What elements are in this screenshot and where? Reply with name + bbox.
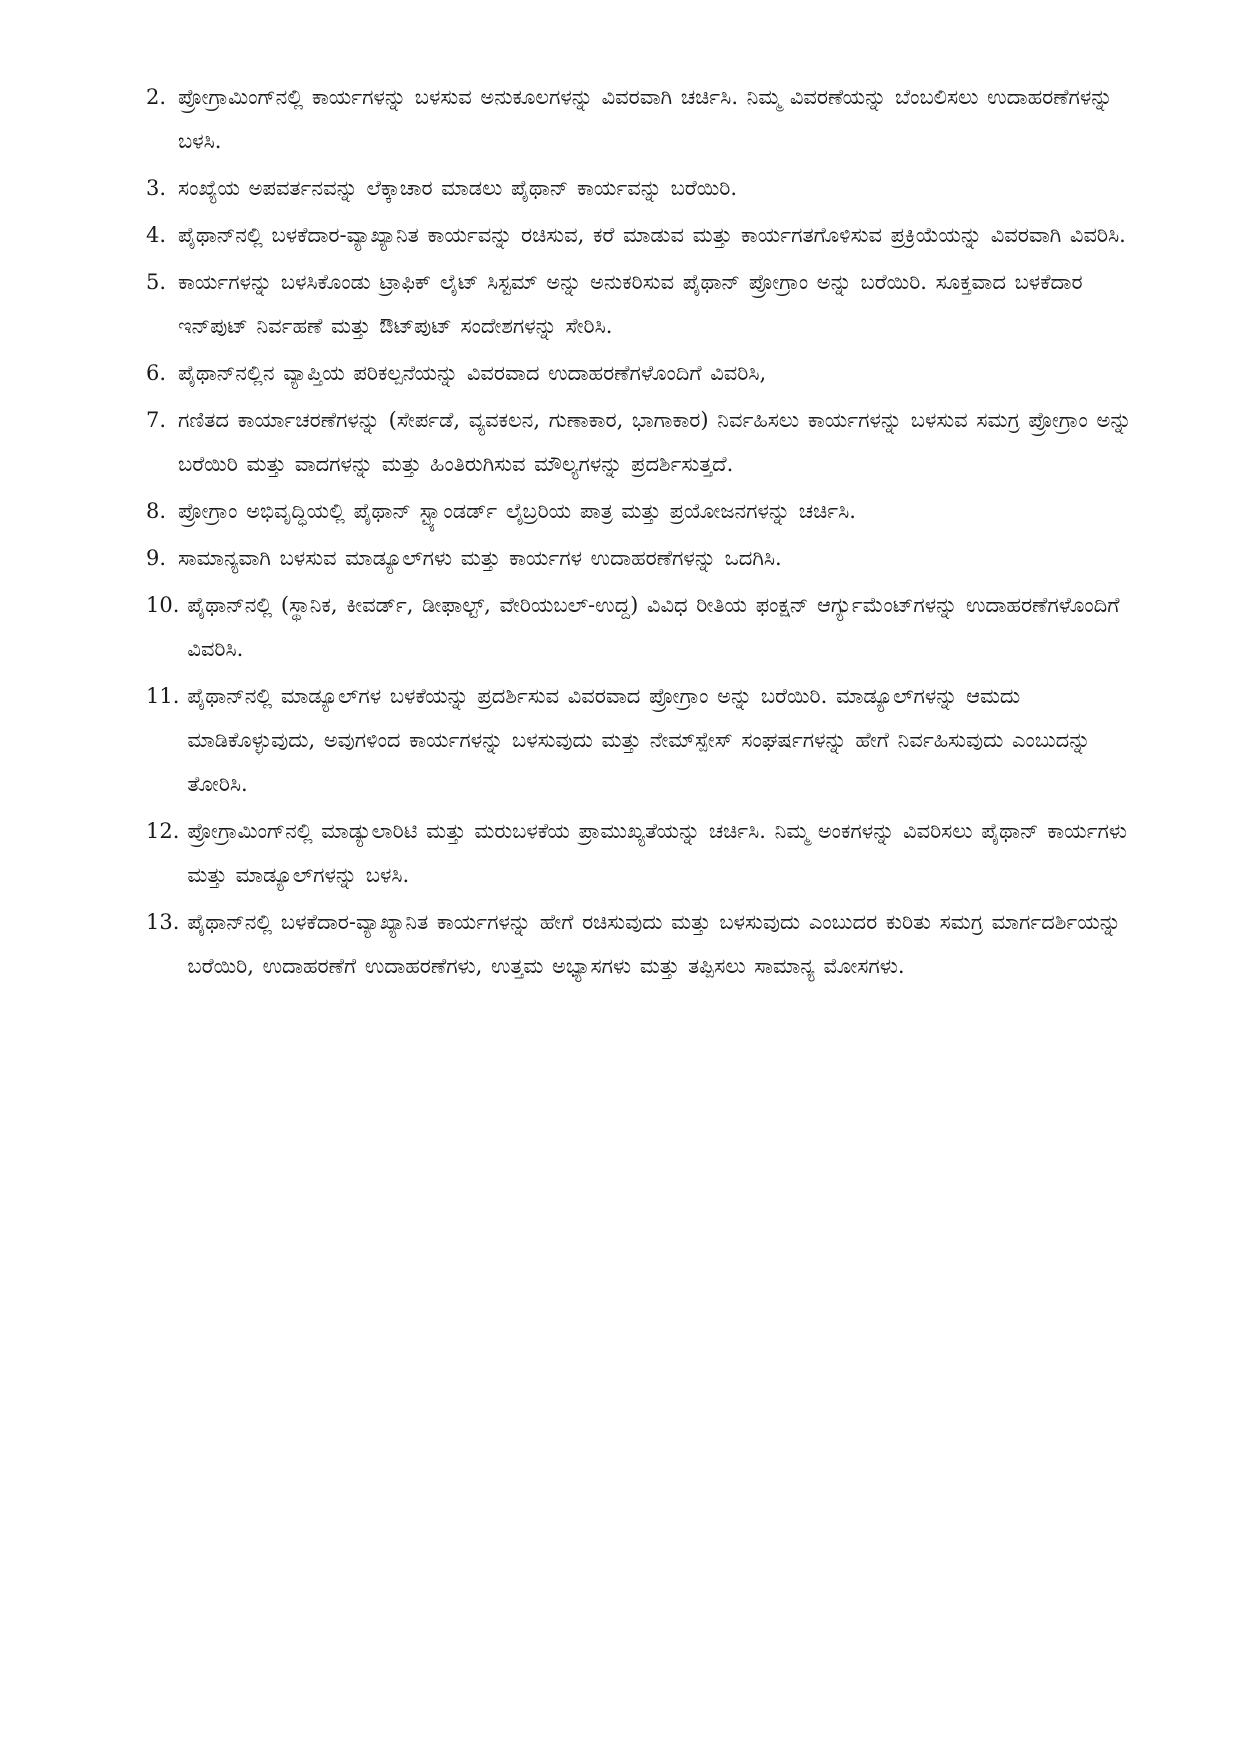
question-text: ಪ್ರೋಗ್ರಾಮಿಂಗ್‌ನಲ್ಲಿ ಕಾರ್ಯಗಳನ್ನು ಬಳಸುವ ಅನುಕೂಲಗಳನ್ನು ವಿವರವಾಗಿ ಚರ್ಚಿಸಿ. ನಿಮ್ಮ ವಿವರಣೆಯನ್ನು ಬೆಂಬಲಿಸಲು ಉದಾಹರಣೆಗಳನ್ನು ಬಳಸಿ.: [178, 85, 1113, 153]
question-number: 10.: [146, 593, 180, 617]
question-item: [146, 583, 1156, 671]
question-text: ಸಂಖ್ಯೆಯ ಅಪವರ್ತನವನ್ನು ಲೆಕ್ಕಾಚಾರ ಮಾಡಲು ಪೈಥಾನ್ ಕಾರ್ಯವನ್ನು ಬರೆಯಿರಿ.: [178, 176, 738, 200]
question-number: 3.: [146, 176, 167, 200]
question-item: [146, 213, 1156, 257]
question-item: [146, 75, 1156, 163]
question-text: ಕಾರ್ಯಗಳನ್ನು ಬಳಸಿಕೊಂಡು ಟ್ರಾಫಿಕ್ ಲೈಟ್ ಸಿಸ್ಟಮ್ ಅನ್ನು ಅನುಕರಿಸುವ ಪೈಥಾನ್ ಪ್ರೋಗ್ರಾಂ ಅನ್ನು ಬರೆಯಿರಿ. ಸೂಕ್ತವಾದ ಬಳಕೆದಾರ ಇನ್‌ಪುಟ್ ನಿರ್ವಹಣೆ ಮತ್ತು ಔಟ್‌ಪುಟ್ ಸಂದೇಶಗಳನ್ನು ಸೇರಿಸಿ.: [178, 270, 1083, 338]
question-item: [146, 489, 1156, 533]
question-item: [146, 260, 1156, 348]
question-item: [146, 674, 1156, 806]
question-item: [146, 809, 1156, 897]
question-text: ಪೈಥಾನ್‌ನಲ್ಲಿನ ವ್ಯಾಪ್ತಿಯ ಪರಿಕಲ್ಪನೆಯನ್ನು ವಿವರವಾದ ಉದಾಹರಣೆಗಳೊಂದಿಗೆ ವಿವರಿಸಿ,: [178, 361, 767, 385]
question-item: [146, 166, 1156, 210]
question-item: [146, 900, 1156, 988]
question-item: [146, 398, 1156, 486]
question-text: ಪೈಥಾನ್‌ನಲ್ಲಿ ಬಳಕೆದಾರ-ವ್ಯಾಖ್ಯಾನಿತ ಕಾರ್ಯಗಳನ್ನು ಹೇಗೆ ರಚಿಸುವುದು ಮತ್ತು ಬಳಸುವುದು ಎಂಬುದರ ಕುರಿತು ಸಮಗ್ರ ಮಾರ್ಗದರ್ಶಿಯನ್ನು ಬರೆಯಿರಿ, ಉದಾಹರಣೆಗೆ ಉದಾಹರಣೆಗಳು, ಉತ್ತಮ ಅಭ್ಯಾಸಗಳು ಮತ್ತು ತಪ್ಪಿಸಲು ಸಾಮಾನ್ಯ ಮೋಸಗಳು.: [187, 910, 1121, 978]
question-text: ಪ್ರೋಗ್ರಾಂ ಅಭಿವೃದ್ಧಿಯಲ್ಲಿ ಪೈಥಾನ್ ಸ್ಟ್ಯಾಂಡರ್ಡ್ ಲೈಬ್ರರಿಯ ಪಾತ್ರ ಮತ್ತು ಪ್ರಯೋಜನಗಳನ್ನು ಚರ್ಚಿಸಿ.: [178, 499, 856, 523]
question-number: 9.: [146, 546, 167, 570]
question-item: [146, 536, 1156, 580]
question-number: 4.: [146, 223, 167, 247]
question-list: [146, 75, 1156, 991]
question-number: 7.: [146, 408, 167, 432]
question-number: 2.: [146, 85, 167, 109]
question-text: ಸಾಮಾನ್ಯವಾಗಿ ಬಳಸುವ ಮಾಡ್ಯೂಲ್‌ಗಳು ಮತ್ತು ಕಾರ್ಯಗಳ ಉದಾಹರಣೆಗಳನ್ನು ಒದಗಿಸಿ.: [178, 546, 782, 570]
question-number: 12.: [146, 819, 180, 843]
question-number: 13.: [146, 910, 180, 934]
question-number: 6.: [146, 361, 167, 385]
question-item: [146, 351, 1156, 395]
question-text: ಪೈಥಾನ್‌ನಲ್ಲಿ ಮಾಡ್ಯೂಲ್‌ಗಳ ಬಳಕೆಯನ್ನು ಪ್ರದರ್ಶಿಸುವ ವಿವರವಾದ ಪ್ರೋಗ್ರಾಂ ಅನ್ನು ಬರೆಯಿರಿ. ಮಾಡ್ಯೂಲ್‌ಗಳನ್ನು ಆಮದು ಮಾಡಿಕೊಳ್ಳುವುದು, ಅವುಗಳಿಂದ ಕಾರ್ಯಗಳನ್ನು ಬಳಸುವುದು ಮತ್ತು ನೇಮ್‌ಸ್ಪೇಸ್ ಸಂಘರ್ಷಗಳನ್ನು ಹೇಗೆ ನಿರ್ವಹಿಸುವುದು ಎಂಬುದನ್ನು ತೋರಿಸಿ.: [187, 684, 1091, 796]
question-number: 5.: [146, 270, 167, 294]
question-number: 11.: [146, 684, 180, 708]
question-text: ಪ್ರೋಗ್ರಾಮಿಂಗ್‌ನಲ್ಲಿ ಮಾಡ್ಯುಲಾರಿಟಿ ಮತ್ತು ಮರುಬಳಕೆಯ ಪ್ರಾಮುಖ್ಯತೆಯನ್ನು ಚರ್ಚಿಸಿ. ನಿಮ್ಮ ಅಂಕಗಳನ್ನು ವಿವರಿಸಲು ಪೈಥಾನ್ ಕಾರ್ಯಗಳು ಮತ್ತು ಮಾಡ್ಯೂಲ್‌ಗಳನ್ನು ಬಳಸಿ.: [187, 819, 1127, 887]
question-text: ಪೈಥಾನ್‌ನಲ್ಲಿ ಬಳಕೆದಾರ-ವ್ಯಾಖ್ಯಾನಿತ ಕಾರ್ಯವನ್ನು ರಚಿಸುವ, ಕರೆ ಮಾಡುವ ಮತ್ತು ಕಾರ್ಯಗತಗೊಳಿಸುವ ಪ್ರಕ್ರಿಯೆಯನ್ನು ವಿವರವಾಗಿ ವಿವರಿಸಿ.: [178, 223, 1126, 247]
question-text: ಗಣಿತದ ಕಾರ್ಯಾಚರಣೆಗಳನ್ನು (ಸೇರ್ಪಡೆ, ವ್ಯವಕಲನ, ಗುಣಾಕಾರ, ಭಾಗಾಕಾರ) ನಿರ್ವಹಿಸಲು ಕಾರ್ಯಗಳನ್ನು ಬಳಸುವ ಸಮಗ್ರ ಪ್ರೋಗ್ರಾಂ ಅನ್ನು ಬರೆಯಿರಿ ಮತ್ತು ವಾದಗಳನ್ನು ಮತ್ತು ಹಿಂತಿರುಗಿಸುವ ಮೌಲ್ಯಗಳನ್ನು ಪ್ರದರ್ಶಿಸುತ್ತದೆ.: [178, 408, 1132, 476]
question-number: 8.: [146, 499, 167, 523]
question-text: ಪೈಥಾನ್‌ನಲ್ಲಿ (ಸ್ಥಾನಿಕ, ಕೀವರ್ಡ್, ಡೀಫಾಲ್ಟ್, ವೇರಿಯಬಲ್-ಉದ್ದ) ವಿವಿಧ ರೀತಿಯ ಫಂಕ್ಷನ್ ಆರ್ಗ್ಯುಮೆಂಟ್‌ಗಳನ್ನು ಉದಾಹರಣೆಗಳೊಂದಿಗೆ ವಿವರಿಸಿ.: [187, 593, 1120, 661]
